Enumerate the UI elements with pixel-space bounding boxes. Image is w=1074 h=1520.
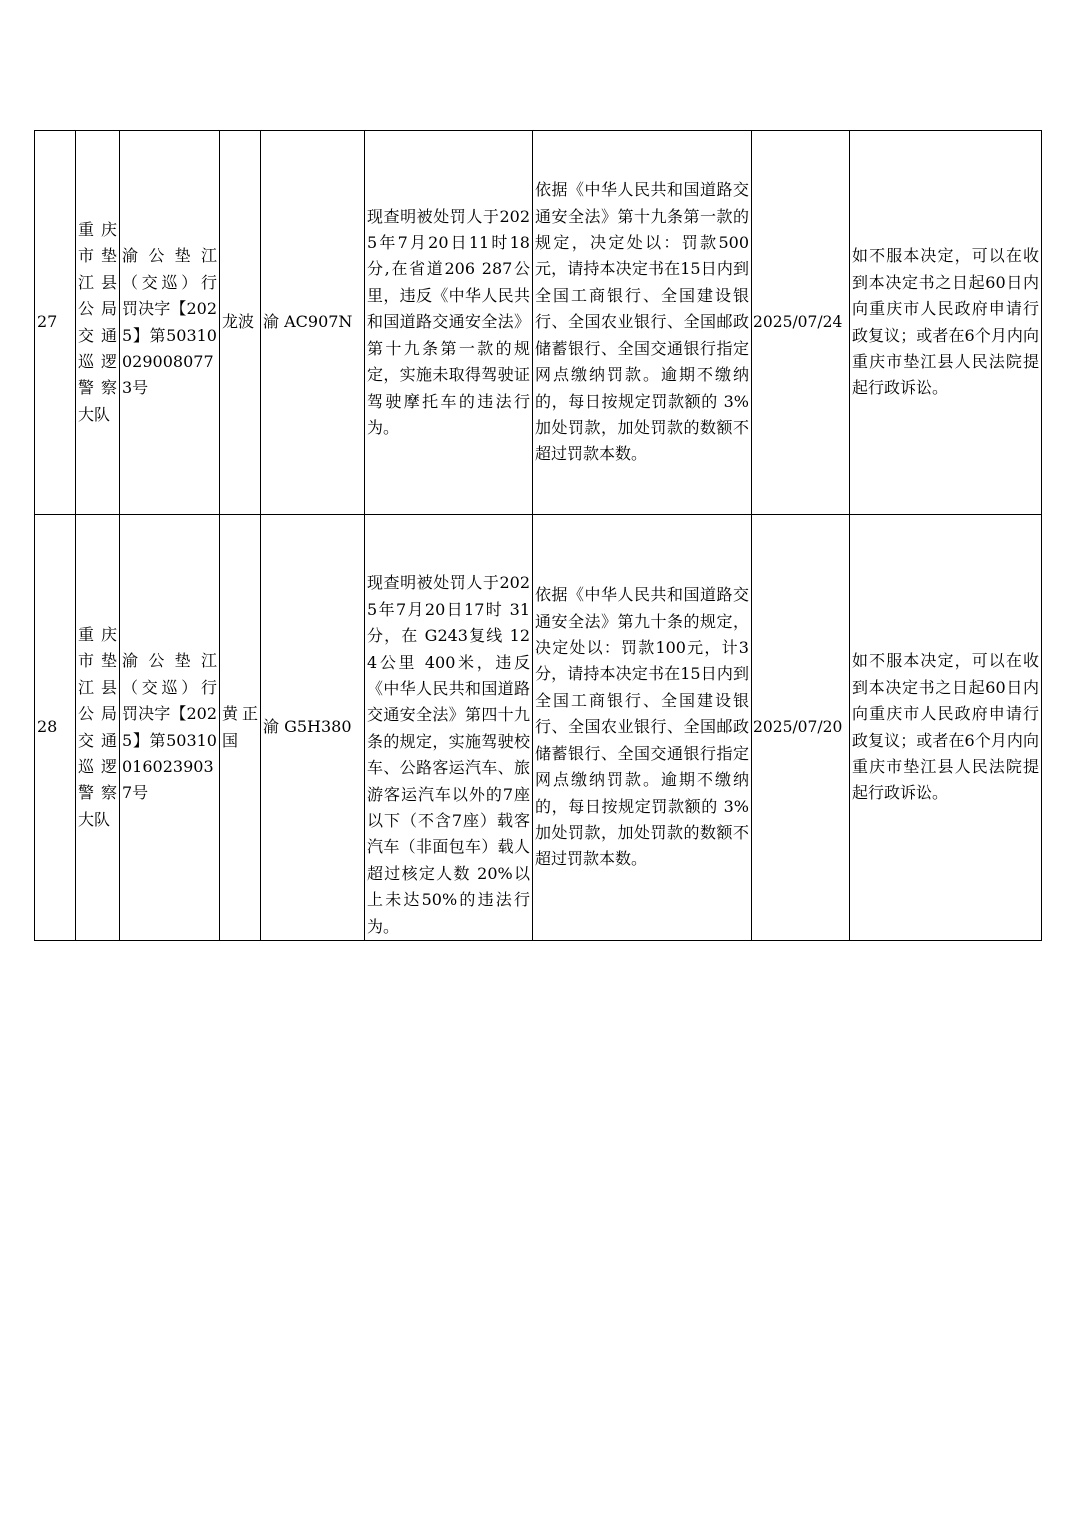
plate-number-cell: 渝 AC907N <box>261 131 365 515</box>
plate-number-cell: 渝 G5H380 <box>261 515 365 941</box>
record-number: 28 <box>35 515 76 941</box>
decision-date-cell: 2025/07/24 <box>752 131 850 515</box>
penalty-table <box>34 130 1042 941</box>
offender-name-cell: 龙波 <box>220 131 261 515</box>
agency-cell: 重庆市垫江县公局交通巡逻警察大队 <box>76 131 120 515</box>
agency-cell: 重庆市垫江县公局交通巡逻警察大队 <box>76 515 120 941</box>
decision-date-cell: 2025/07/20 <box>752 515 850 941</box>
penalty-basis-cell: 依据《中华人民共和国道路交通安全法》第十九条第一款的规定，决定处以：罚款500元，请持本决定书在15日内到全国工商银行、全国建设银行、全国农业银行、全国邮政储蓄银行、全国交通银行指定网点缴纳罚款。逾期不缴纳的，每日按规定罚款额的 3%加处罚款，加处罚款的数额不超过罚款本数。 <box>533 131 752 515</box>
violation-facts-cell: 现查明被处罚人于2025年7月20日17时 31 分，在 G243复线 124公里 400米，违反《中华人民共和国道路交通安全法》第四十九条的规定，实施驾驶校车、公路客运汽车、旅游客运汽车以外的7座以下（不含7座）载客汽车（非面包车）载人超过核定人数 20%以上未达50%的违法行为。 <box>365 515 533 941</box>
table-row <box>35 131 1042 515</box>
offender-name-cell: 黄正国 <box>220 515 261 941</box>
decision-number-cell: 渝公垫江（交巡）行罚决字【2025】第503100160239037号 <box>120 515 220 941</box>
remedy-cell: 如不服本决定，可以在收到本决定书之日起60日内向重庆市人民政府申请行政复议；或者在6个月内向重庆市垫江县人民法院提起行政诉讼。 <box>850 131 1042 515</box>
remedy-cell: 如不服本决定，可以在收到本决定书之日起60日内向重庆市人民政府申请行政复议；或者在6个月内向重庆市垫江县人民法院提起行政诉讼。 <box>850 515 1042 941</box>
table-row <box>35 515 1042 941</box>
decision-number-cell: 渝公垫江（交巡）行罚决字【2025】第503100290080773号 <box>120 131 220 515</box>
penalty-basis-cell: 依据《中华人民共和国道路交通安全法》第九十条的规定，决定处以：罚款100元，计3分，请持本决定书在15日内到全国工商银行、全国建设银行、全国农业银行、全国邮政储蓄银行、全国交通银行指定网点缴纳罚款。逾期不缴纳的，每日按规定罚款额的 3%加处罚款，加处罚款的数额不超过罚款本数。 <box>533 515 752 941</box>
record-number: 27 <box>35 131 76 515</box>
violation-facts-cell: 现查明被处罚人于2025年7月20日11时18分,在省道206 287公里，违反《中华人民共和国道路交通安全法》第十九条第一款的规定，实施未取得驾驶证驾驶摩托车的违法行为。 <box>365 131 533 515</box>
